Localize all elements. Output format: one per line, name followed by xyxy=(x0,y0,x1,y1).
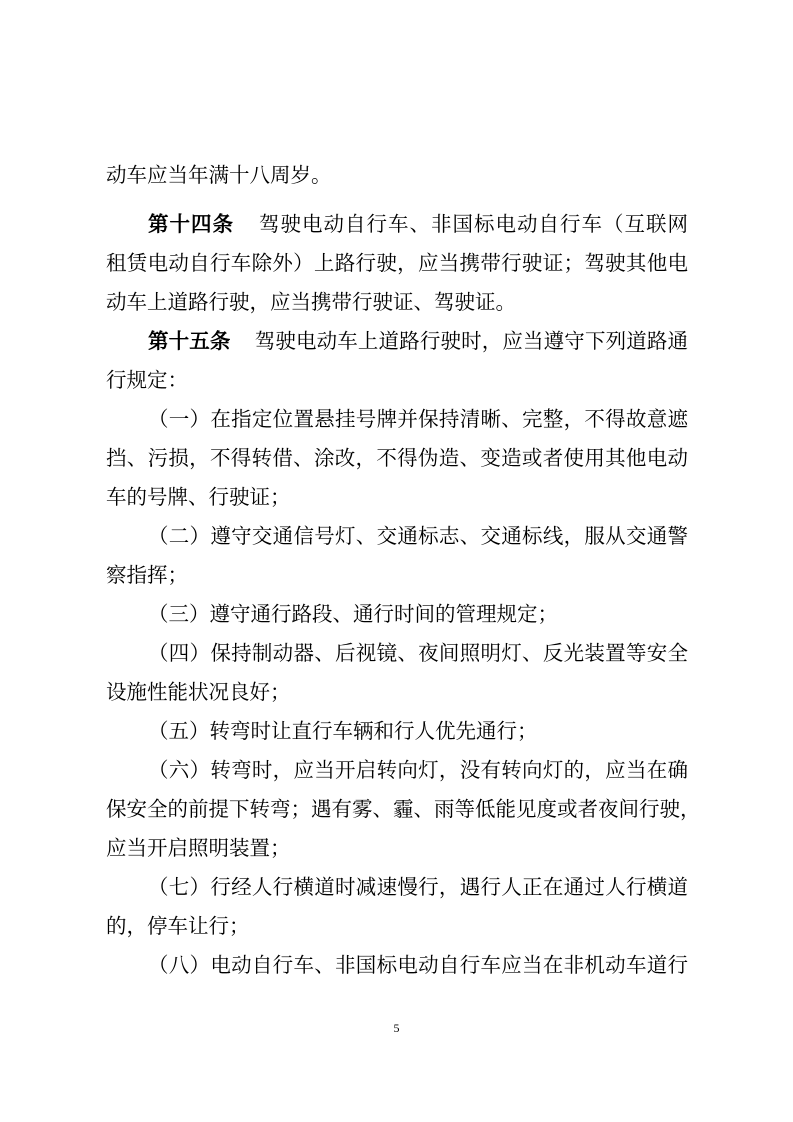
article-15-line-2: 行规定： xyxy=(106,368,188,392)
item-4-line-1: （四）保持制动器、后视镜、夜间照明灯、反光装置等安全 xyxy=(148,641,688,665)
item-2-line-1: （二）遵守交通信号灯、交通标志、交通标线，服从交通警 xyxy=(148,524,688,548)
item-6-line-2: 保安全的前提下转弯；遇有雾、霾、雨等低能见度或者夜间行驶， xyxy=(106,797,701,821)
item-6-line-3: 应当开启照明装置； xyxy=(106,836,291,860)
article-15-line-1 xyxy=(148,327,688,355)
article-14-heading: 第十四条 xyxy=(148,212,234,236)
article-15-text: 驾驶电动车上道路行驶时，应当遵守下列道路通 xyxy=(254,329,689,353)
item-1-line-3: 车的号牌、行驶证； xyxy=(106,485,291,509)
article-14-line-3: 动车上道路行驶，应当携带行驶证、驾驶证。 xyxy=(106,290,516,314)
article-14-line-2: 租赁电动自行车除外）上路行驶，应当携带行驶证；驾驶其他电 xyxy=(106,251,688,275)
item-8-line-1: （八）电动自行车、非国标电动自行车应当在非机动车道行 xyxy=(148,953,688,977)
item-7-line-1: （七）行经人行横道时减速慢行，遇行人正在通过人行横道 xyxy=(148,875,688,899)
article-14-text: 驾驶电动自行车、非国标电动自行车（互联网 xyxy=(258,212,688,236)
item-2-line-2: 察指挥； xyxy=(106,563,188,587)
item-6-line-1: （六）转弯时，应当开启转向灯，没有转向灯的，应当在确 xyxy=(148,758,688,782)
article-14-line-1 xyxy=(148,210,688,238)
item-3-line-1: （三）遵守通行路段、通行时间的管理规定； xyxy=(148,602,558,626)
page-number: 5 xyxy=(393,1021,400,1035)
item-7-line-2: 的，停车让行； xyxy=(106,914,250,938)
article-15-heading: 第十五条 xyxy=(148,329,231,353)
item-1-line-2: 挡、污损，不得转借、涂改，不得伪造、变造或者使用其他电动 xyxy=(106,446,688,470)
item-1-line-1: （一）在指定位置悬挂号牌并保持清晰、完整，不得故意遮 xyxy=(148,407,688,431)
paragraph-continuation-line: 动车应当年满十八周岁。 xyxy=(106,163,332,187)
item-5-line-1: （五）转弯时让直行车辆和行人优先通行； xyxy=(148,719,538,743)
item-4-line-2: 设施性能状况良好； xyxy=(106,680,291,704)
